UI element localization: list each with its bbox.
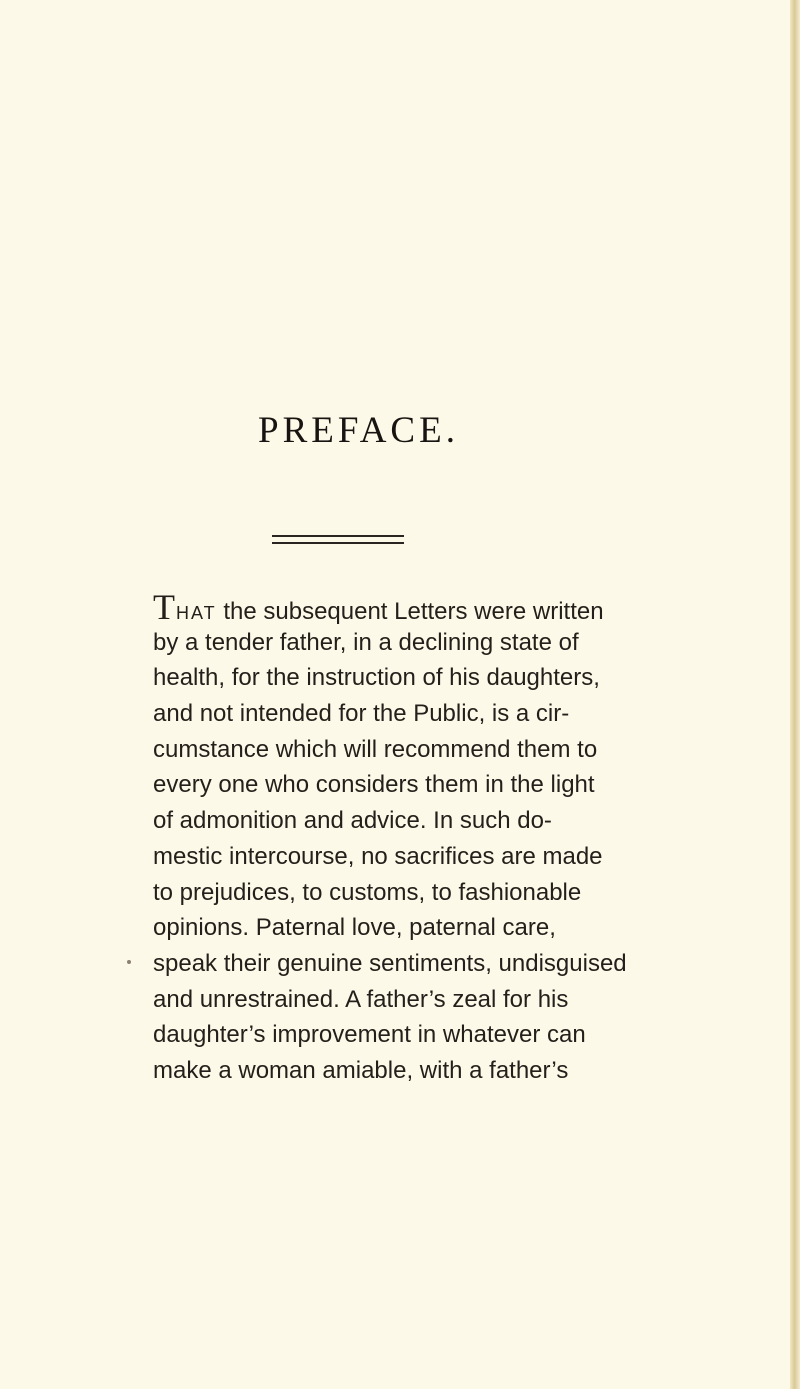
paragraph-line: of admonition and advice. In such do- bbox=[153, 807, 552, 835]
paragraph-line: and unrestrained. A father’s zeal for his bbox=[153, 985, 569, 1013]
title-rule-top bbox=[272, 535, 404, 537]
paper-mark bbox=[127, 960, 131, 964]
paragraph-line: mestic intercourse, no sacrifices are made bbox=[153, 842, 603, 870]
paragraph-line: daughter’s improvement in whatever can bbox=[153, 1021, 586, 1049]
preface-paragraph bbox=[153, 589, 713, 1089]
paragraph-line: to prejudices, to customs, to fashionable bbox=[153, 878, 582, 906]
paragraph-line bbox=[153, 589, 713, 625]
paragraph-line: by a tender father, in a declining state of bbox=[153, 628, 579, 656]
small-caps-word: HAT bbox=[176, 603, 217, 623]
paragraph-line: speak their genuine sentiments, undisguised bbox=[153, 949, 627, 977]
paragraph-line: opinions. Paternal love, paternal care, bbox=[153, 914, 556, 942]
paragraph-line-text: the subsequent Letters were written bbox=[216, 598, 604, 625]
page-title: PREFACE. bbox=[258, 410, 459, 451]
paragraph-line: health, for the instruction of his daughters, bbox=[153, 664, 600, 692]
title-rule-bottom bbox=[272, 542, 404, 544]
paragraph-line: cumstance which will recommend them to bbox=[153, 735, 598, 763]
drop-cap: T bbox=[153, 587, 175, 627]
paragraph-line: every one who considers them in the light bbox=[153, 771, 595, 799]
page-edge bbox=[790, 0, 800, 1389]
paragraph-line: and not intended for the Public, is a cir- bbox=[153, 700, 570, 728]
paragraph-line: make a woman amiable, with a father’s bbox=[153, 1056, 569, 1084]
